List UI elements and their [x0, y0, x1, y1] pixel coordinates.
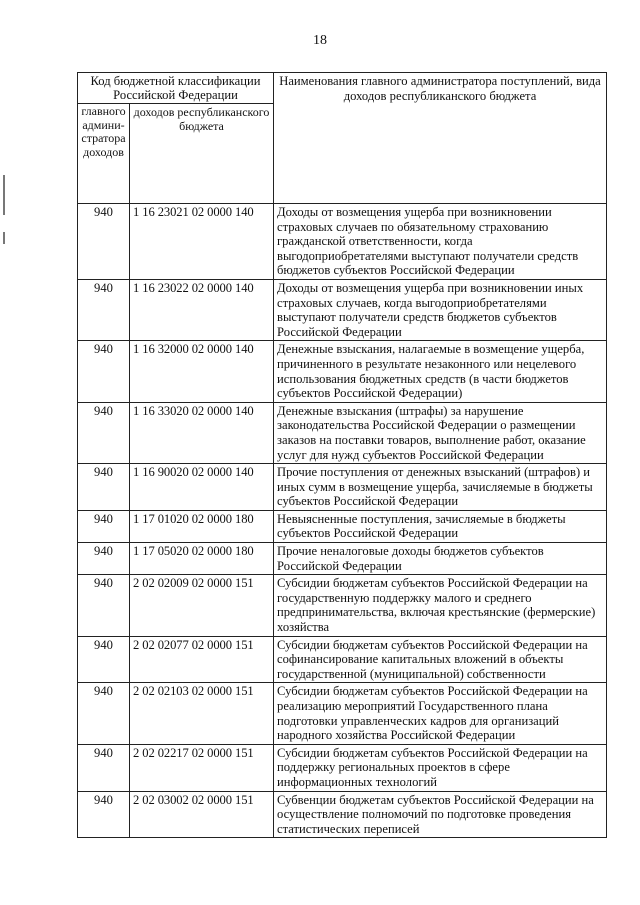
budget-code-cell: 2 02 03002 02 0000 151 [130, 791, 274, 838]
budget-code-cell: 2 02 02009 02 0000 151 [130, 575, 274, 636]
budget-code-cell: 1 16 32000 02 0000 140 [130, 341, 274, 402]
admin-code-cell: 940 [78, 464, 130, 511]
revenue-name-cell: Денежные взыскания, налагаемые в возмещение ущерба, причиненного в результате незаконного или нецелевого использования бюджетных средств (в части бюджетов субъектов Российской Федерации) [274, 341, 607, 402]
budget-code-cell: 1 17 01020 02 0000 180 [130, 510, 274, 542]
table-row [78, 204, 607, 280]
table-row [78, 279, 607, 340]
revenue-name-cell: Субвенции бюджетам субъектов Российской Федерации на осуществление полномочий по подготовке проведения статистических переписей [274, 791, 607, 838]
page-number: 18 [313, 33, 327, 48]
budget-code-cell: 1 17 05020 02 0000 180 [130, 543, 274, 575]
admin-code-cell: 940 [78, 791, 130, 838]
table-row [78, 341, 607, 402]
table-row [78, 510, 607, 542]
table-header-row [78, 73, 607, 104]
admin-code-cell: 940 [78, 510, 130, 542]
table-row [78, 402, 607, 463]
header-republican-revenue: доходов республиканского бюджета [130, 104, 274, 204]
revenue-name-cell: Субсидии бюджетам субъектов Российской Федерации на реализацию мероприятий Государственного плана подготовки управленческих кадров для организаций народного хозяйства Российской Федерации [274, 683, 607, 744]
table-body [78, 204, 607, 838]
admin-code-cell: 940 [78, 204, 130, 280]
budget-code-cell: 2 02 02077 02 0000 151 [130, 636, 274, 683]
table-row [78, 791, 607, 838]
revenue-name-cell: Субсидии бюджетам субъектов Российской Федерации на поддержку региональных проектов в сфере информационных технологий [274, 744, 607, 791]
revenue-name-cell: Невыясненные поступления, зачисляемые в бюджеты субъектов Российской Федерации [274, 510, 607, 542]
header-administrator-name: Наименования главного администратора поступлений, вида доходов республиканского бюджета [274, 73, 607, 204]
budget-code-cell: 2 02 02103 02 0000 151 [130, 683, 274, 744]
table-row [78, 636, 607, 683]
admin-code-cell: 940 [78, 575, 130, 636]
scan-margin-mark [3, 232, 5, 244]
admin-code-cell: 940 [78, 636, 130, 683]
revenue-name-cell: Доходы от возмещения ущерба при возникновении страховых случаев по обязательному страхованию гражданской ответственности, когда выгодоприобретателями выступают получатели средств бюджетов субъектов Российской Федерации [274, 204, 607, 280]
scan-margin-mark [3, 175, 5, 215]
admin-code-cell: 940 [78, 279, 130, 340]
revenue-name-cell: Прочие поступления от денежных взысканий (штрафов) и иных сумм в возмещение ущерба, зачисляемые в бюджеты субъектов Российской Федерации [274, 464, 607, 511]
revenue-name-cell: Субсидии бюджетам субъектов Российской Федерации на государственную поддержку малого и среднего предпринимательства, включая крестьянские (фермерские) хозяйства [274, 575, 607, 636]
table-row [78, 464, 607, 511]
revenue-name-cell: Субсидии бюджетам субъектов Российской Федерации на софинансирование капитальных вложений в объекты государственной (муниципальной) собственности [274, 636, 607, 683]
admin-code-cell: 940 [78, 683, 130, 744]
budget-classification-table [77, 72, 607, 838]
table-row [78, 575, 607, 636]
revenue-name-cell: Прочие неналоговые доходы бюджетов субъектов Российской Федерации [274, 543, 607, 575]
admin-code-cell: 940 [78, 402, 130, 463]
admin-code-cell: 940 [78, 744, 130, 791]
header-budget-code-group: Код бюджетной классификации Российской Федерации [78, 73, 274, 104]
admin-code-cell: 940 [78, 341, 130, 402]
revenue-name-cell: Денежные взыскания (штрафы) за нарушение законодательства Российской Федерации о размещении заказов на поставки товаров, выполнение работ, оказание услуг для нужд субъектов Российской Федерации [274, 402, 607, 463]
admin-code-cell: 940 [78, 543, 130, 575]
table-row [78, 683, 607, 744]
table-row [78, 744, 607, 791]
budget-code-cell: 1 16 33020 02 0000 140 [130, 402, 274, 463]
header-main-administrator: главного админи-стратора доходов [78, 104, 130, 204]
table-row [78, 543, 607, 575]
budget-code-cell: 1 16 90020 02 0000 140 [130, 464, 274, 511]
revenue-name-cell: Доходы от возмещения ущерба при возникновении иных страховых случаев, когда выгодоприобретателями выступают получатели средств бюджетов субъектов Российской Федерации [274, 279, 607, 340]
budget-code-cell: 1 16 23021 02 0000 140 [130, 204, 274, 280]
budget-code-cell: 2 02 02217 02 0000 151 [130, 744, 274, 791]
budget-code-cell: 1 16 23022 02 0000 140 [130, 279, 274, 340]
